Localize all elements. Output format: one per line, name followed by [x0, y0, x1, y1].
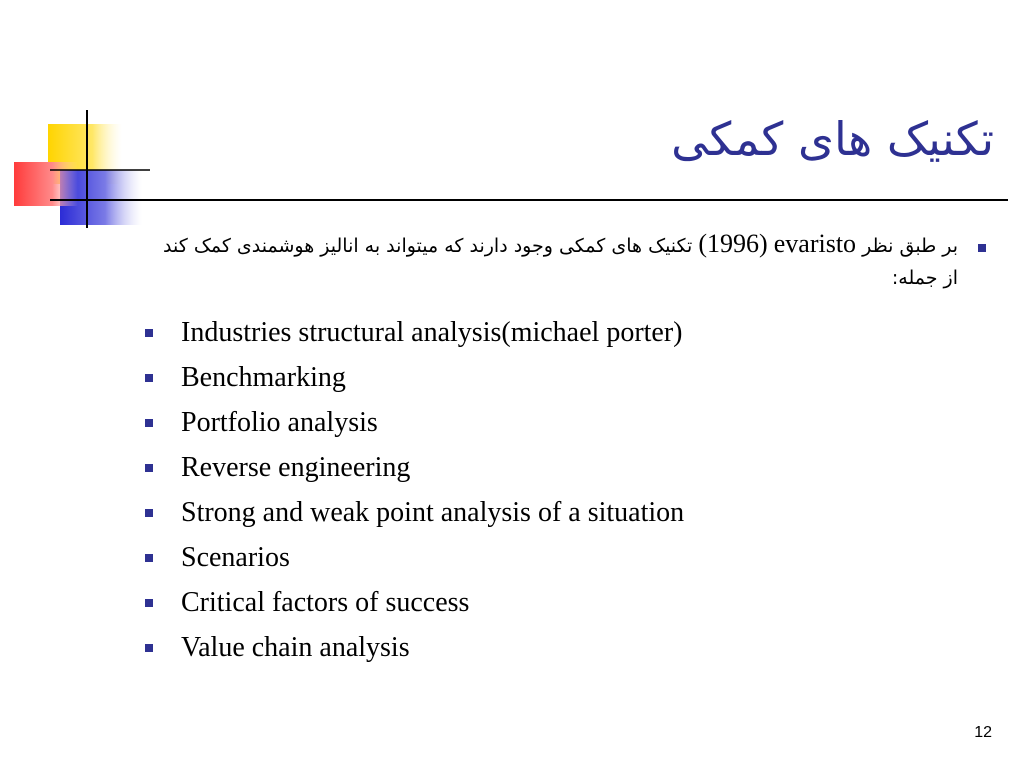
list-item-text: Value chain analysis: [181, 632, 410, 663]
list-item: [145, 355, 684, 400]
list-item: [145, 625, 684, 670]
intro-author: evaristo: [773, 229, 857, 258]
bullet-icon: [145, 599, 153, 607]
list-item: [145, 445, 684, 490]
bullet-icon: [145, 374, 153, 382]
title-divider: [50, 199, 1008, 201]
bullet-icon: [145, 554, 153, 562]
bullet-icon: [145, 329, 153, 337]
list-item: [145, 400, 684, 445]
bullet-icon: [145, 464, 153, 472]
list-item: [145, 310, 684, 355]
list-item-text: Scenarios: [181, 542, 290, 573]
list-item-text: Portfolio analysis: [181, 407, 378, 438]
list-item-text: Industries structural analysis(michael porter): [181, 317, 683, 348]
intro-bullet-icon: [978, 244, 986, 252]
list-item-text: Reverse engineering: [181, 452, 411, 483]
list-item: [145, 490, 684, 535]
bullet-icon: [145, 419, 153, 427]
slide-title: تکنیک های کمکی: [671, 112, 994, 166]
intro-year: (1996): [698, 229, 768, 258]
list-item: [145, 580, 684, 625]
technique-list: [145, 310, 684, 670]
page-number: 12: [974, 724, 992, 741]
list-item-text: Critical factors of success: [181, 587, 470, 618]
intro-paragraph: [158, 228, 958, 294]
list-item-text: Benchmarking: [181, 362, 346, 393]
bullet-icon: [145, 644, 153, 652]
list-item-text: Strong and weak point analysis of a situation: [181, 497, 685, 528]
intro-text-start: بر طبق نظر: [856, 235, 958, 257]
intro-text-end: تکنیک های کمکی وجود دارند که میتواند به انالیز هوشمندی کمک کند از جمله:: [163, 235, 958, 289]
list-item: [145, 535, 684, 580]
decorative-squares-logo: [0, 0, 150, 240]
bullet-icon: [145, 509, 153, 517]
